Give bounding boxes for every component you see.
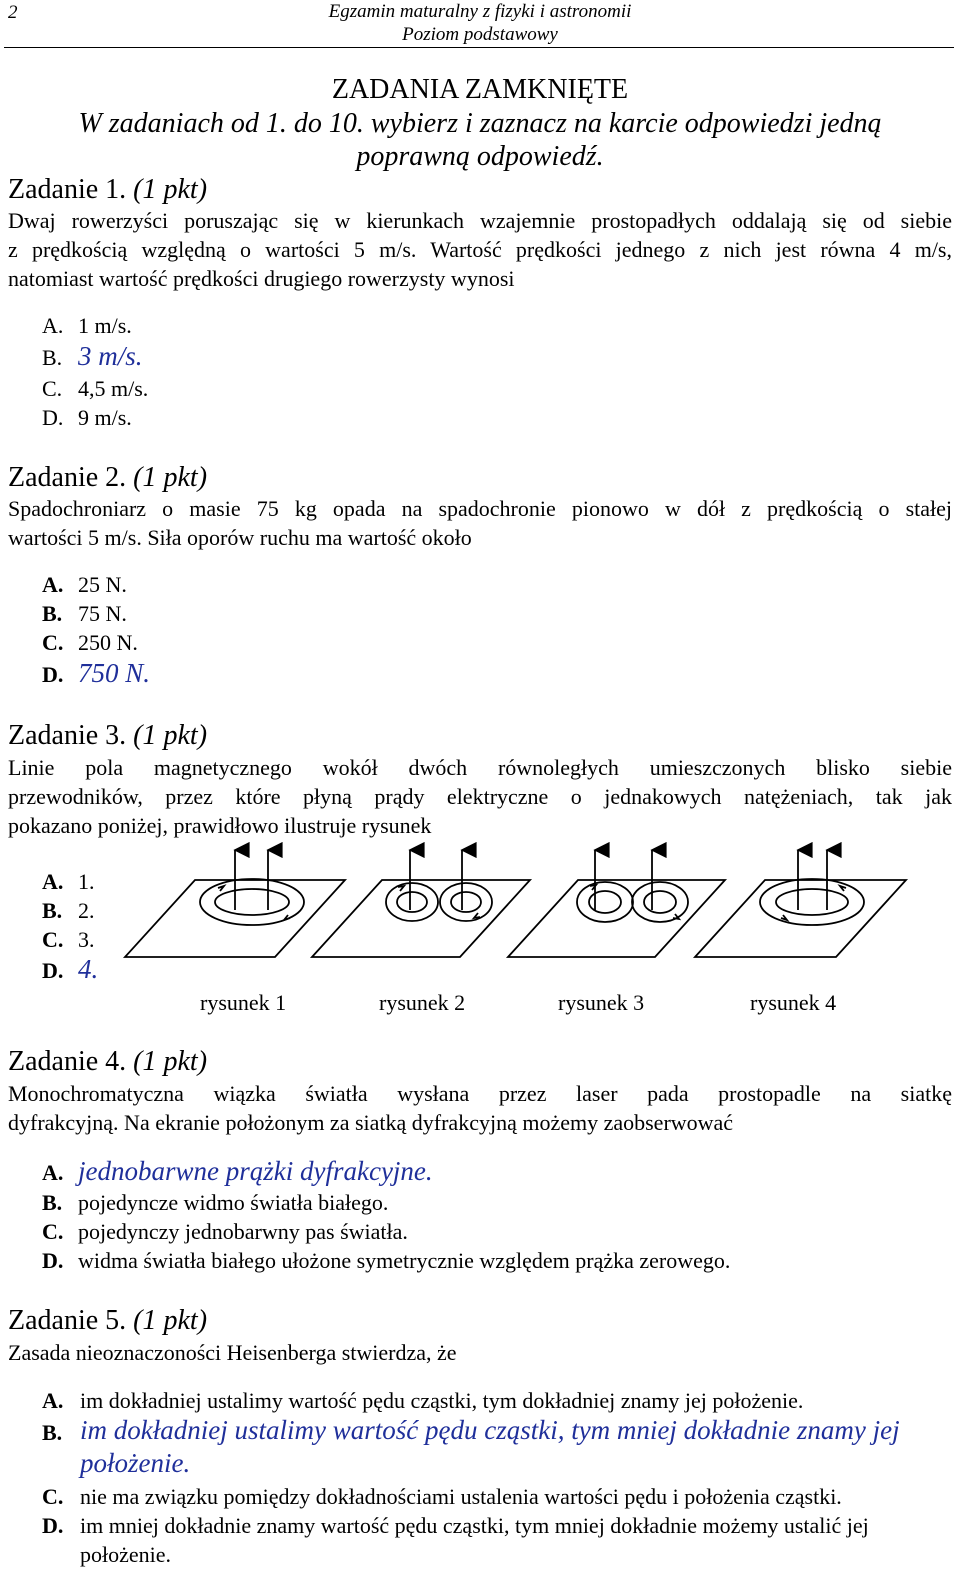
task-5-option-d[interactable]: D. im mniej dokładnie znamy wartość pędu cząstki, tym mniej dokładnie możemy ustalić jej położenie.: [42, 1513, 869, 1567]
figure-3-label: rysunek 3: [558, 990, 645, 1015]
task-3-label: Zadanie 3.: [8, 720, 127, 751]
task-5-option-b[interactable]: B. im dokładniej ustalimy wartość pędu cząstki, tym mniej dokładnie znamy jej położenie.: [42, 1414, 952, 1480]
task-3-heading: [8, 720, 207, 752]
marked-answer: 4.: [78, 954, 99, 984]
task-1-line: Dwaj rowerzyści poruszając się w kierunkach wzajemnie prostopadłych oddalają się od siebie: [8, 208, 952, 233]
task-2-option-c[interactable]: C. 250 N.: [42, 630, 138, 655]
task-1-option-a[interactable]: A. 1 m/s.: [42, 313, 132, 338]
task-5-points: (1 pkt): [133, 1305, 208, 1336]
figure-2-field-right-outer: [440, 883, 492, 921]
task-2-option-b[interactable]: B. 75 N.: [42, 601, 127, 626]
task-5-heading: [8, 1305, 207, 1337]
figure-4-label: rysunek 4: [750, 990, 837, 1015]
task-4-option-d[interactable]: D. widma światła białego ułożone symetrycznie względem prążka zerowego.: [42, 1248, 731, 1273]
figure-4-field-inner: [776, 889, 848, 915]
task-3-line: Linie pola magnetycznego wokół dwóch równoległych umieszczonych blisko siebie: [8, 755, 952, 780]
page-number: 2: [8, 2, 18, 23]
task-5-line: Zasada nieoznaczoności Heisenberga stwierdza, że: [8, 1340, 457, 1365]
task-4-heading: [8, 1046, 207, 1078]
figure-4-field-arrow: [781, 915, 787, 920]
task-1-points: (1 pkt): [133, 174, 208, 205]
marked-answer: 750 N.: [78, 658, 151, 688]
section-title: ZADANIA ZAMKNIĘTE: [331, 74, 629, 105]
task-2-line: wartości 5 m/s. Siła oporów ruchu ma wartość około: [8, 525, 472, 550]
figure-1: [125, 850, 345, 957]
task-4-label: Zadanie 4.: [8, 1046, 127, 1077]
task-3-option-c[interactable]: C. 3.: [42, 927, 95, 952]
task-1-option-d[interactable]: D. 9 m/s.: [42, 405, 132, 430]
figure-3-field-right-outer: [632, 882, 688, 922]
figure-2-field-arrow: [398, 886, 404, 891]
task-4-question: [8, 1079, 952, 1137]
magnetic-field-figures: [0, 840, 960, 990]
figure-1-field-arrow: [284, 915, 290, 920]
figure-1-label: rysunek 1: [200, 990, 287, 1015]
figure-2: [312, 850, 530, 957]
figure-3-plane: [508, 880, 725, 957]
figure-3-field-right-inner: [644, 891, 676, 913]
task-5-label: Zadanie 5.: [8, 1305, 127, 1336]
task-3-line: pokazano poniżej, prawidłowo ilustruje rysunek: [8, 813, 432, 838]
marked-answer: 3 m/s.: [78, 341, 143, 371]
section-instruction-line1: W zadaniach od 1. do 10. wybierz i zaznacz na karcie odpowiedzi jedną: [78, 108, 882, 139]
figure-4: [695, 850, 906, 957]
figure-3-field-arrow: [673, 914, 679, 919]
task-4-points: (1 pkt): [133, 1046, 208, 1077]
task-4-line: dyfrakcyjną. Na ekranie położonym za siatką dyfrakcyjną możemy zaobserwować: [8, 1110, 734, 1135]
task-3-option-b[interactable]: B. 2.: [42, 898, 95, 923]
task-3-line: przewodników, przez które płyną prądy elektryczne o jednakowych natężeniach, tak jak: [8, 784, 952, 809]
task-2-question: [8, 494, 952, 552]
figure-3-field-left-outer: [577, 882, 633, 922]
figure-2-field-right-inner: [451, 892, 481, 912]
marked-answer: im dokładniej ustalimy wartość pędu cząstki, tym mniej dokładnie znamy jej położenie.: [80, 1415, 900, 1478]
task-3-question: [8, 753, 952, 840]
task-4-option-b[interactable]: B. pojedyncze widmo światła białego.: [42, 1190, 389, 1215]
figure-3: [508, 850, 725, 957]
task-3-option-d[interactable]: D. 4.: [42, 954, 99, 984]
task-1-heading: [8, 174, 207, 206]
task-5-option-c[interactable]: C. nie ma związku pomiędzy dokładnościami ustalenia wartości pędu i położenia cząstki.: [42, 1484, 842, 1509]
header-exam-title: Egzamin maturalny z fizyki i astronomii: [328, 1, 632, 22]
task-1-label: Zadanie 1.: [8, 174, 127, 205]
figure-1-field-arrow: [218, 886, 224, 891]
task-5-question: [8, 1338, 952, 1367]
header-divider: [4, 47, 954, 48]
figure-2-field-left-outer: [386, 883, 438, 921]
task-2-option-d[interactable]: D. 750 N.: [42, 658, 151, 688]
task-2-line: Spadochroniarz o masie 75 kg opada na spadochronie pionowo w dół z prędkością o stałej: [8, 496, 952, 521]
task-1-question: [8, 206, 952, 293]
figure-2-field-left-inner: [397, 892, 427, 912]
figure-2-plane: [312, 880, 530, 957]
task-1-option-b[interactable]: B. 3 m/s.: [42, 341, 143, 371]
section-instruction-line2: poprawną odpowiedź.: [356, 141, 604, 172]
task-4-option-c[interactable]: C. pojedynczy jednobarwny pas światła.: [42, 1219, 408, 1244]
task-2-label: Zadanie 2.: [8, 462, 127, 493]
task-5-option-a[interactable]: A. im dokładniej ustalimy wartość pędu cząstki, tym dokładniej znamy jej położenie.: [42, 1388, 804, 1413]
figure-4-plane: [695, 880, 906, 957]
task-1-option-c[interactable]: C. 4,5 m/s.: [42, 376, 149, 401]
task-4-option-a[interactable]: A. jednobarwne prążki dyfrakcyjne.: [42, 1156, 433, 1186]
figure-2-field-arrow: [474, 913, 480, 918]
task-2-points: (1 pkt): [133, 462, 208, 493]
task-3-points: (1 pkt): [133, 720, 208, 751]
figure-4-field-arrow: [840, 886, 846, 891]
figure-3-field-left-inner: [589, 891, 621, 913]
figure-1-field-inner: [215, 889, 289, 915]
header-level: Poziom podstawowy: [402, 24, 558, 45]
task-3-option-a[interactable]: A. 1.: [42, 869, 95, 894]
task-4-line: Monochromatyczna wiązka światła wysłana przez laser pada prostopadle na siatkę: [8, 1081, 952, 1106]
marked-answer: jednobarwne prążki dyfrakcyjne.: [78, 1156, 433, 1186]
task-1-line: natomiast wartość prędkości drugiego rowerzysty wynosi: [8, 266, 515, 291]
task-1-line: z prędkością względną o wartości 5 m/s. Wartość prędkości jednego z nich jest równa 4 m/s,: [8, 237, 952, 262]
figure-2-label: rysunek 2: [379, 990, 466, 1015]
task-2-heading: [8, 462, 207, 494]
task-2-option-a[interactable]: A. 25 N.: [42, 572, 127, 597]
